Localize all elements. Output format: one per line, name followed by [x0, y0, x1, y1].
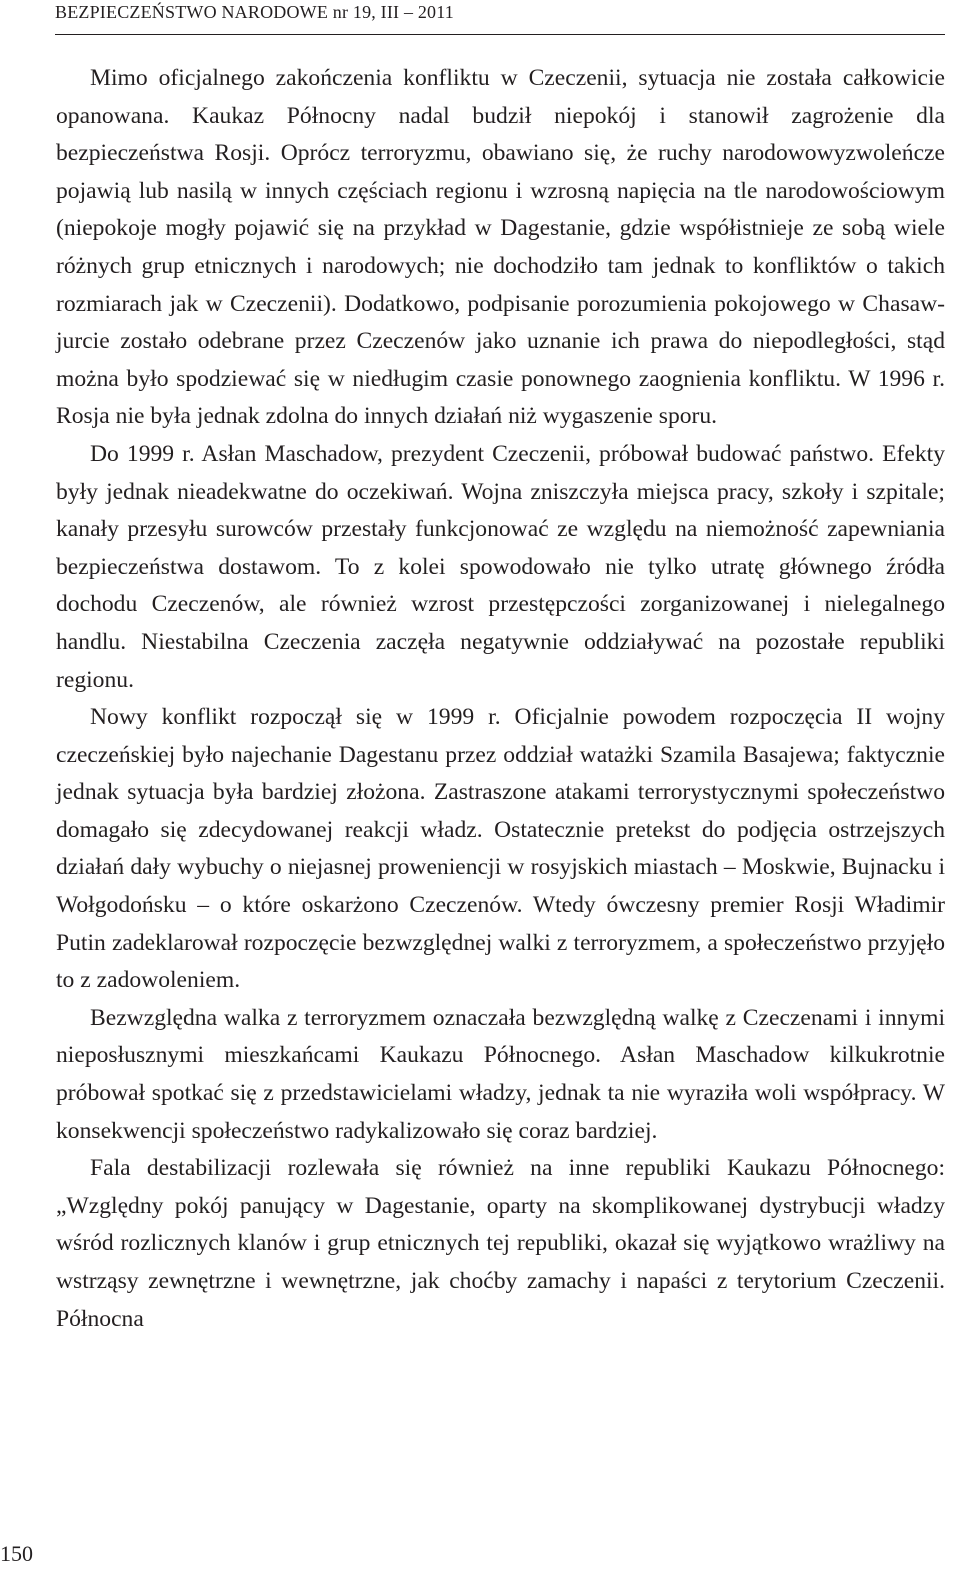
paragraph-3: Nowy konflikt rozpoczął się w 1999 r. Oficjalnie powodem rozpoczęcia II wojny czeczeńskiej było najechanie Dagestanu przez oddział watażki Szamila Basajewa; faktycznie jednak sytuacja była bardziej złożona. Zastraszone atakami terrorystycznymi społeczeństwo domagało się zdecydowanej reakcji władz. Ostatecznie pretekst do podjęcia ostrzejszych działań dały wybuchy o niejasnej proweniencji w rosyjskich miastach – Moskwie, Bujnacku i Wołgodońsku – o które oskarżono Czeczenów. Wtedy ówczesny premier Rosji Władimir Putin zadeklarował rozpoczęcie bezwzględnej walki z terroryzmem, a społeczeństwo przyjęło to z zadowoleniem.: [56, 704, 945, 994]
paragraph-2: Do 1999 r. Asłan Maschadow, prezydent Czeczenii, próbował budować państwo. Efekty były jednak nieadekwatne do oczekiwań. Wojna zniszczyła miejsca pracy, szkoły i szpitale; kanały przesyłu surowców przestały funkcjonować ze względu na niemożność zapewniania bezpieczeństwa dostawom. To z kolei spowodowało nie tylko utratę głównego źródła dochodu Czeczenów, ale również wzrost przestępczości zorganizowanej i nielegalnego handlu. Niestabilna Czeczenia zaczęła negatywnie oddziaływać na pozostałe republiki regionu.: [56, 440, 945, 693]
article-body: [56, 60, 945, 1338]
running-header: BEZPIECZEŃSTWO NARODOWE nr 19, III – 2011: [55, 2, 454, 22]
page-number: 150: [0, 1541, 33, 1566]
paragraph-1: Mimo oficjalnego zakończenia konfliktu w Czeczenii, sytuacja nie została całkowicie opanowana. Kaukaz Północny nadal budził niepokój i stanowił zagrożenie dla bezpieczeństwa Rosji. Oprócz terroryzmu, obawiano się, że ruchy narodowowyzwoleńcze pojawią lub nasilą w innych częściach regionu i wzrosną napięcia na tle narodowościowym (niepokoje mogły pojawić się na przykład w Dagestanie, gdzie współistnieje ze sobą wiele różnych grup etnicznych i narodowych; nie dochodziło tam jednak to konfliktów o takich rozmiarach jak w Czeczenii). Dodatkowo, podpisanie porozumienia pokojowego w Chasaw-jurcie zostało odebrane przez Czeczenów jako uznanie ich prawa do niepodległości, stąd można było spodziewać się w niedługim czasie ponownego zaognienia konfliktu. W 1996 r. Rosja nie była jednak zdolna do innych działań niż wygaszenie sporu.: [56, 65, 945, 430]
paragraph-4: Bezwzględna walka z terroryzmem oznaczała bezwzględną walkę z Czeczenami i innymi nieposłusznymi mieszkańcami Kaukazu Północnego. Asłan Maschadow kilkukrotnie próbował spotkać się z przedstawicielami władzy, jednak ta nie wyraziła woli współpracy. W konsekwencji społeczeństwo radykalizowało się coraz bardziej.: [56, 1004, 945, 1144]
header-divider: [55, 34, 945, 35]
paragraph-5: Fala destabilizacji rozlewała się również na inne republiki Kaukazu Północnego: „Względny pokój panujący w Dagestanie, oparty na skomplikowanej dystrybucji władzy wśród rozlicznych klanów i grup etnicznych tej republiki, okazał się wyjątkowo wrażliwy na wstrząsy zewnętrzne i wewnętrzne, jak choćby zamachy i napaści z terytorium Czeczenii. Północna: [56, 1155, 945, 1332]
